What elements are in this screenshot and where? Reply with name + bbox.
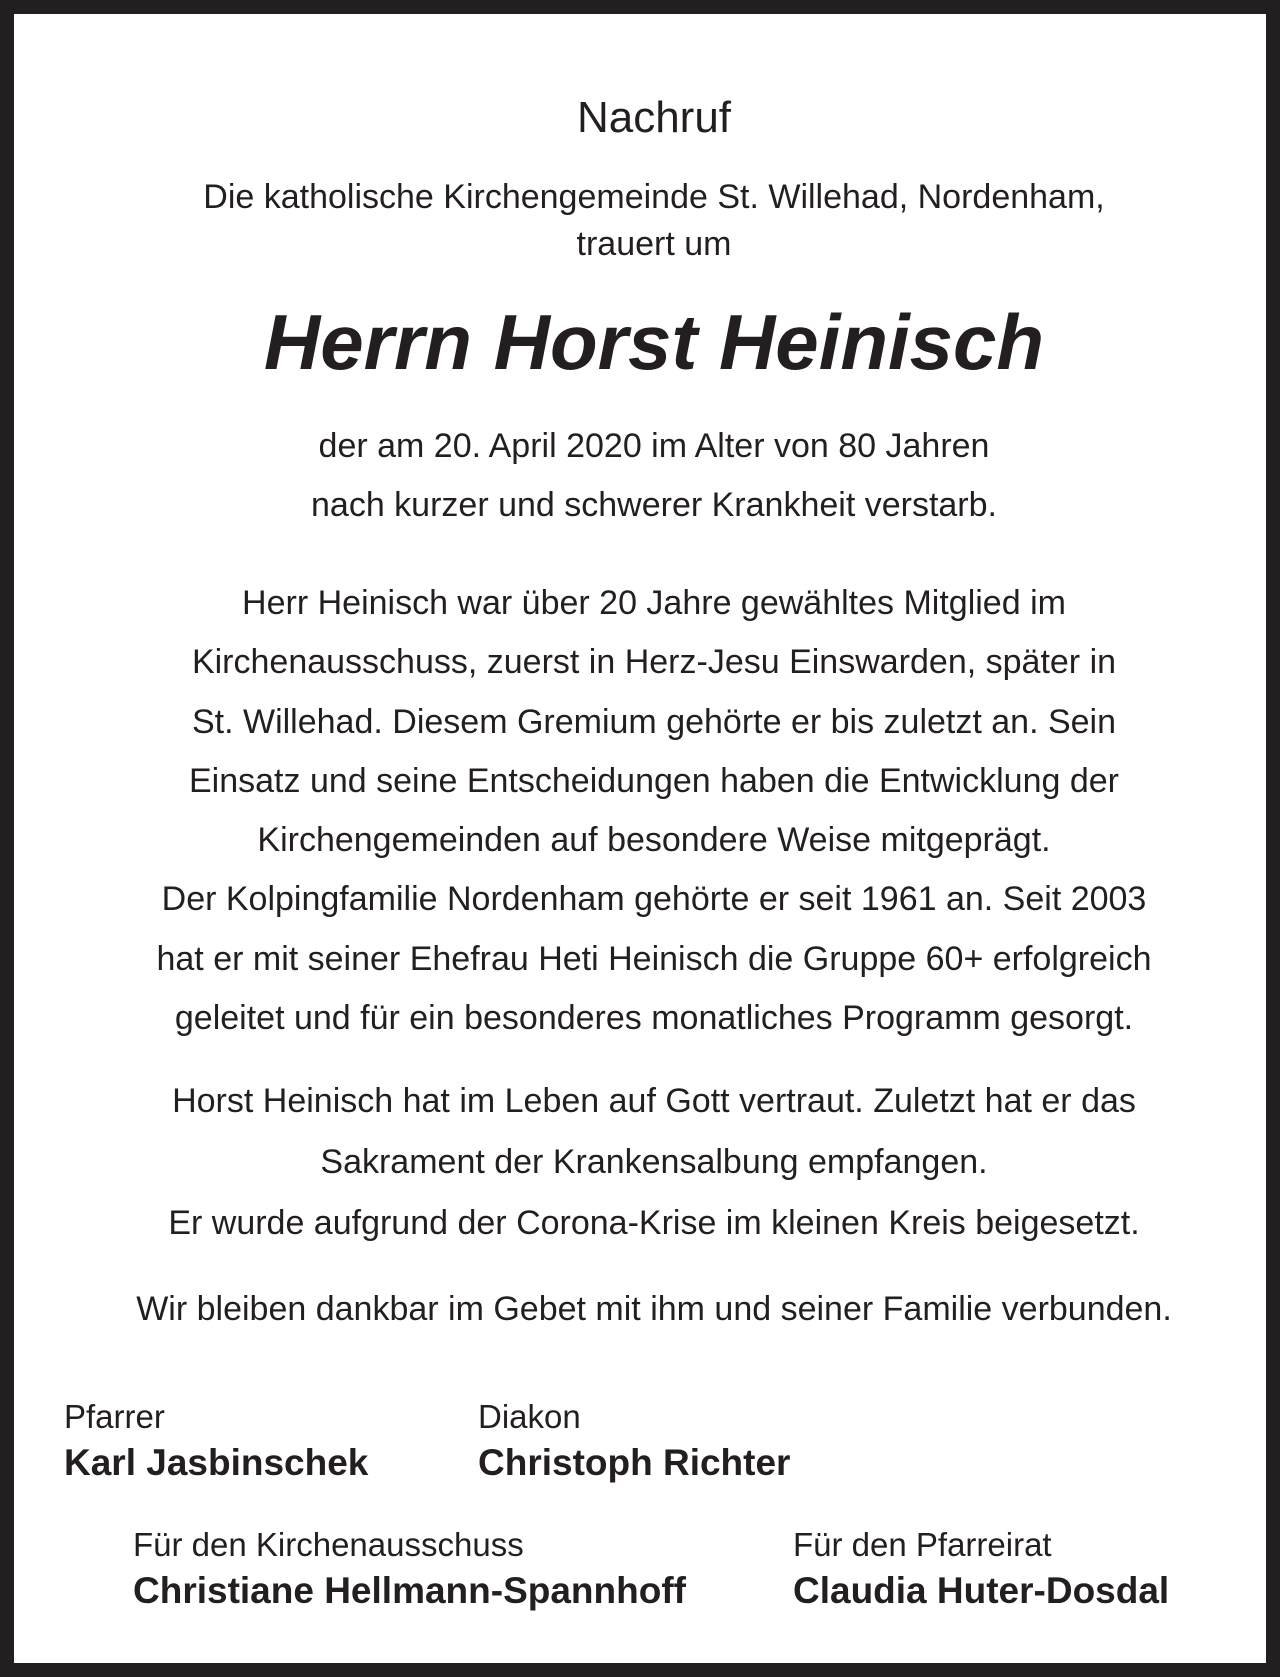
signature-church-committee — [133, 1523, 686, 1615]
closing-paragraph — [28, 1281, 1280, 1337]
biography-line: hat er mit seiner Ehefrau Heti Heinisch die Gruppe 60+ erfolgreich — [156, 939, 1152, 978]
faith-paragraph — [28, 1071, 1280, 1254]
signature-name: Christoph Richter — [478, 1442, 791, 1483]
signature-name: Claudia Huter-Dosdal — [793, 1570, 1170, 1611]
biography-line: geleitet und für ein besonderes monatliches Programm gesorgt. — [174, 999, 1134, 1038]
intro-line: trauert um — [576, 225, 732, 263]
biography-paragraph — [28, 574, 1280, 1048]
signature-deacon — [478, 1395, 790, 1487]
death-line: der am 20. April 2020 im Alter von 80 Jahren — [318, 427, 990, 465]
biography-line: St. Willehad. Diesem Gremium gehörte er bis zuletzt an. Sein — [191, 702, 1117, 741]
signature-role: Pfarrer — [64, 1398, 165, 1435]
signature-role: Für den Pfarreirat — [793, 1526, 1052, 1563]
faith-line: Sakrament der Krankensalbung empfangen. — [320, 1143, 988, 1181]
deceased-name: Herrn Horst Heinisch — [263, 298, 1045, 386]
signature-name: Karl Jasbinschek — [64, 1442, 369, 1483]
biography-line: Kirchenausschuss, zuerst in Herz-Jesu Einswarden, später in — [191, 643, 1117, 682]
signature-name: Christiane Hellmann-Spannhoff — [133, 1570, 686, 1611]
signature-role: Diakon — [478, 1398, 581, 1435]
death-notice — [28, 417, 1280, 535]
death-line: nach kurzer und schwerer Krankheit verstarb. — [311, 486, 997, 524]
obituary-heading: Nachruf — [576, 93, 732, 142]
biography-line: Herr Heinisch war über 20 Jahre gewähltes Mitglied im — [242, 584, 1066, 622]
signature-parish-council — [793, 1523, 1169, 1615]
faith-line: Horst Heinisch hat im Leben auf Gott vertraut. Zuletzt hat er das — [172, 1082, 1136, 1120]
signature-role: Für den Kirchenausschuss — [133, 1526, 524, 1563]
closing-line: Wir bleiben dankbar im Gebet mit ihm und seiner Familie verbunden. — [136, 1290, 1172, 1328]
intro-text — [28, 174, 1280, 268]
intro-line: Die katholische Kirchengemeinde St. Willehad, Nordenham, — [203, 178, 1105, 216]
biography-line: Einsatz und seine Entscheidungen haben die Entwicklung der — [189, 761, 1119, 800]
faith-line: Er wurde aufgrund der Corona-Krise im kleinen Kreis beigesetzt. — [168, 1204, 1140, 1242]
signature-pastor — [64, 1395, 368, 1487]
biography-line: Der Kolpingfamilie Nordenham gehörte er seit 1961 an. Seit 2003 — [161, 880, 1147, 919]
biography-line: Kirchengemeinden auf besondere Weise mitgeprägt. — [257, 821, 1051, 860]
